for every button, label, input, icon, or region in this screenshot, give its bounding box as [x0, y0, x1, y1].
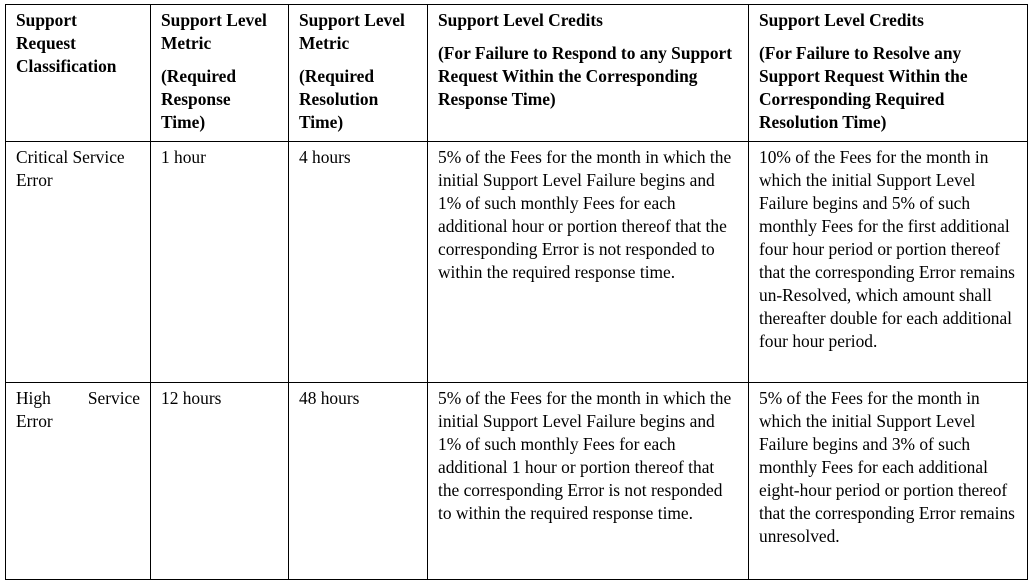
classification-text: Critical Service Error — [16, 147, 125, 190]
header-classification — [6, 5, 151, 142]
cell-response-time — [151, 383, 289, 580]
header-resolution-metric-subtitle: (Required Resolution Time) — [299, 66, 379, 132]
resolution-time-text: 4 hours — [299, 147, 351, 167]
cell-resolution-time — [289, 142, 428, 383]
header-classification-label: Support Request Classification — [16, 10, 117, 76]
header-response-metric — [151, 5, 289, 142]
response-time-text: 1 hour — [161, 147, 206, 167]
classification-text-line2: Error — [16, 411, 53, 431]
header-respond-credits — [428, 5, 749, 142]
resolve-credit-text: 10% of the Fees for the month in which the initial Support Level Failure begins and 5% of such monthly Fees for the first additional four hour period or portion thereof that the corresponding Error remains un-Resolved, which amount shall thereafter double for each additional four hour period. — [759, 147, 1015, 351]
resolution-time-text: 48 hours — [299, 388, 360, 408]
cell-respond-credit — [428, 142, 749, 383]
header-resolve-credits-subtitle: (For Failure to Resolve any Support Request Within the Corresponding Required Resolution Time) — [759, 43, 968, 132]
respond-credit-text: 5% of the Fees for the month in which the initial Support Level Failure begins and 1% of such monthly Fees for each additional 1 hour or portion thereof that the corresponding Error is not responded to within the required response time. — [438, 388, 732, 523]
support-level-table — [5, 4, 1028, 580]
cell-resolution-time — [289, 383, 428, 580]
header-respond-credits-subtitle: (For Failure to Respond to any Support Request Within the Corresponding Response Time) — [438, 43, 733, 109]
header-response-metric-title: Support Level Metric — [161, 10, 267, 53]
cell-classification — [6, 142, 151, 383]
respond-credit-text: 5% of the Fees for the month in which the initial Support Level Failure begins and 1% of such monthly Fees for each additional hour or portion thereof that the corresponding Error is not responded to within the required response time. — [438, 147, 732, 282]
cell-response-time — [151, 142, 289, 383]
header-resolve-credits-title: Support Level Credits — [759, 10, 924, 30]
cell-classification — [6, 383, 151, 580]
cell-respond-credit — [428, 383, 749, 580]
table-row — [6, 142, 1028, 383]
classification-text-line1: High Service — [16, 388, 140, 408]
header-respond-credits-title: Support Level Credits — [438, 10, 603, 30]
header-resolve-credits — [749, 5, 1028, 142]
response-time-text: 12 hours — [161, 388, 222, 408]
header-response-metric-subtitle: (Required Response Time) — [161, 66, 237, 132]
header-resolution-metric — [289, 5, 428, 142]
resolve-credit-text: 5% of the Fees for the month in which the initial Support Level Failure begins and 3% of such monthly Fees for each additional eight-hour period or portion thereof that the corresponding Error remains unresolved. — [759, 388, 1015, 546]
header-resolution-metric-title: Support Level Metric — [299, 10, 405, 53]
cell-resolve-credit — [749, 383, 1028, 580]
table-row — [6, 383, 1028, 580]
table-header-row — [6, 5, 1028, 142]
cell-resolve-credit — [749, 142, 1028, 383]
